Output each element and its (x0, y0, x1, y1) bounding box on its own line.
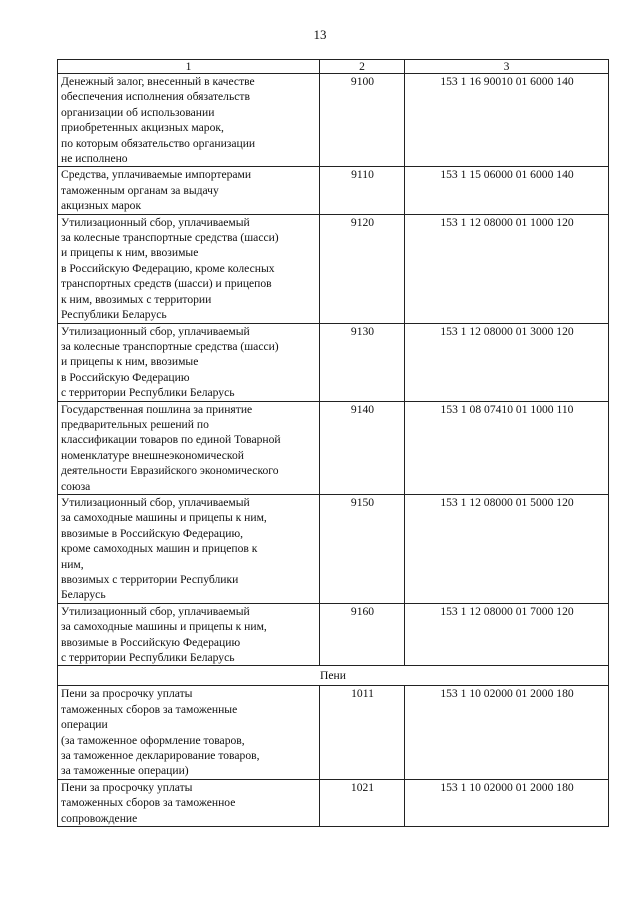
row-description: Утилизационный сбор, уплачиваемый за колесные транспортные средства (шасси) и прицепы к ним, ввозимые в Российскую Федерацию, кроме колесных транспортных средств (шасси) и прицепов к ним, ввозимых с территории Республики Беларусь (58, 214, 320, 323)
row-code: 9140 (320, 401, 405, 494)
row-description: Утилизационный сбор, уплачиваемый за самоходные машины и прицепы к ним, ввозимые в Российскую Федерацию с территории Республики Беларусь (58, 603, 320, 666)
row-code: 9120 (320, 214, 405, 323)
table-row (58, 686, 609, 779)
classification-table (57, 59, 609, 827)
row-code: 9160 (320, 603, 405, 666)
row-kbk: 153 1 12 08000 01 1000 120 (405, 214, 609, 323)
row-code: 9100 (320, 74, 405, 167)
row-description: Утилизационный сбор, уплачиваемый за колесные транспортные средства (шасси) и прицепы к ним, ввозимые в Российскую Федерацию с территории Республики Беларусь (58, 323, 320, 401)
table-row (58, 401, 609, 494)
row-code: 9110 (320, 167, 405, 214)
row-kbk: 153 1 10 02000 01 2000 180 (405, 779, 609, 826)
row-kbk: 153 1 12 08000 01 5000 120 (405, 494, 609, 603)
row-description: Государственная пошлина за принятие предварительных решений по классификации товаров по единой Товарной номенклатуре внешнеэкономической деятельности Евразийского экономического союза (58, 401, 320, 494)
row-kbk: 153 1 08 07410 01 1000 110 (405, 401, 609, 494)
row-description: Пени за просрочку уплаты таможенных сборов за таможенные операции (за таможенное оформление товаров, за таможенное декларирование товаров, за таможенные операции) (58, 686, 320, 779)
row-kbk: 153 1 15 06000 01 6000 140 (405, 167, 609, 214)
row-description: Пени за просрочку уплаты таможенных сборов за таможенное сопровождение (58, 779, 320, 826)
table-row (58, 214, 609, 323)
row-kbk: 153 1 12 08000 01 7000 120 (405, 603, 609, 666)
row-code: 9150 (320, 494, 405, 603)
row-kbk: 153 1 12 08000 01 3000 120 (405, 323, 609, 401)
row-code: 9130 (320, 323, 405, 401)
row-code: 1021 (320, 779, 405, 826)
section-title: Пени (58, 666, 609, 686)
column-header-1: 1 (58, 60, 320, 74)
column-header-2: 2 (320, 60, 405, 74)
table-row (58, 603, 609, 666)
row-description: Денежный залог, внесенный в качестве обеспечения исполнения обязательств организации об использовании приобретенных акцизных марок, по которым обязательство организации не исполнено (58, 74, 320, 167)
table-row (58, 74, 609, 167)
row-kbk: 153 1 10 02000 01 2000 180 (405, 686, 609, 779)
section-row (58, 666, 609, 686)
column-header-3: 3 (405, 60, 609, 74)
row-description: Утилизационный сбор, уплачиваемый за самоходные машины и прицепы к ним, ввозимые в Российскую Федерацию, кроме самоходных машин и прицепов к ним, ввозимых с территории Республики Беларусь (58, 494, 320, 603)
table-row (58, 323, 609, 401)
table-row (58, 167, 609, 214)
row-kbk: 153 1 16 90010 01 6000 140 (405, 74, 609, 167)
row-description: Средства, уплачиваемые импортерами таможенным органам за выдачу акцизных марок (58, 167, 320, 214)
table-header-row (58, 60, 609, 74)
table-row (58, 494, 609, 603)
row-code: 1011 (320, 686, 405, 779)
table-row (58, 779, 609, 826)
page-number: 13 (313, 27, 327, 42)
